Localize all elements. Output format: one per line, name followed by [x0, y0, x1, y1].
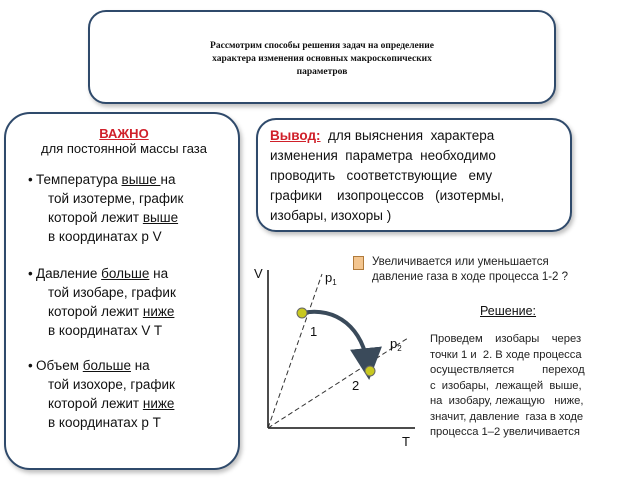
slide-title [90, 40, 554, 79]
solution-line: процесса 1–2 увеличивается [430, 426, 580, 438]
bullet-dot: • [28, 266, 33, 281]
v-axis-label: V [254, 266, 263, 281]
title-box [88, 10, 556, 104]
question-line: Увеличивается или уменьшается [372, 256, 549, 268]
title-line: характера изменения основных макроскопических [212, 54, 432, 64]
bullet-text: на [160, 172, 176, 187]
bullet-volume [28, 356, 232, 432]
bullet-text: в координатах р V [48, 229, 162, 244]
t-axis-label: T [402, 434, 410, 449]
solution-line: осуществляется переход [430, 364, 585, 376]
bullet-text: той изохоре, график [48, 377, 175, 392]
point-1 [297, 308, 307, 318]
conclusion-box [256, 118, 572, 232]
title-line: параметров [296, 67, 348, 77]
bullet-text: на [130, 358, 150, 373]
vt-diagram [240, 250, 440, 450]
important-header [6, 126, 242, 156]
bullet-dot: • [28, 358, 33, 373]
conclusion-line: для выяснения характера [320, 128, 495, 143]
bullet-text: Объем [36, 358, 83, 373]
conclusion-text [270, 126, 560, 226]
isobar-p1 [268, 274, 322, 428]
isobar-p2 [268, 338, 408, 428]
important-box [4, 112, 240, 470]
point-1-label: 1 [310, 324, 318, 339]
bullet-text: той изобаре, график [48, 285, 176, 300]
solution-line: Проведем изобары через [430, 333, 582, 345]
important-heading: ВАЖНО [99, 126, 149, 141]
solution-text [430, 332, 626, 441]
bullet-emphasis: ниже [142, 396, 175, 411]
solution-line: точки 1 и 2. В ходе процесса [430, 348, 582, 361]
bullet-emphasis: больше [82, 358, 131, 373]
bullet-text: которой лежит [48, 304, 143, 319]
process-arrow [302, 312, 368, 368]
bullet-text: Давление [36, 266, 102, 281]
point-2 [365, 366, 375, 376]
solution-line: на изобару, лежащую ниже, [430, 395, 584, 407]
important-subheading: для постоянной массы газа [41, 141, 207, 156]
bullet-dot: • [28, 172, 33, 187]
bullet-text: в координатах р Т [48, 415, 161, 430]
conclusion-line: графики изопроцессов (изотермы, [270, 188, 505, 203]
bullet-text: Температура [36, 172, 122, 187]
conclusion-label: Вывод: [270, 128, 321, 143]
conclusion-line: изобары, изохоры ) [270, 208, 392, 223]
bullet-text: в координатах V T [48, 323, 163, 338]
conclusion-line: изменения параметра необходимо [270, 148, 496, 163]
bullet-text: которой лежит [48, 210, 143, 225]
solution-line: значит, давление газа в ходе [430, 410, 584, 423]
solution-label: Решение: [480, 304, 537, 318]
point-2-label: 2 [352, 378, 360, 393]
bullet-emphasis: выше [142, 210, 179, 225]
conclusion-line: проводить соответствующие ему [270, 168, 493, 183]
p1-label: $p_1$ [325, 270, 337, 287]
bullet-emphasis: выше [121, 172, 161, 187]
bullet-pressure [28, 264, 232, 340]
p2-label: $p_2$ [390, 336, 402, 353]
bullet-emphasis: ниже [142, 304, 175, 319]
bullet-text: на [149, 266, 169, 281]
title-line: Рассмотрим способы решения задач на определение [210, 41, 434, 51]
bullet-text: той изотерме, график [48, 191, 184, 206]
question-line: давление газа в ходе процесса 1-2 ? [372, 271, 569, 283]
bullet-temperature [28, 170, 232, 246]
bullet-emphasis: больше [101, 266, 150, 281]
bullet-text: которой лежит [48, 396, 143, 411]
solution-line: с изобары, лежащей выше, [430, 379, 582, 392]
